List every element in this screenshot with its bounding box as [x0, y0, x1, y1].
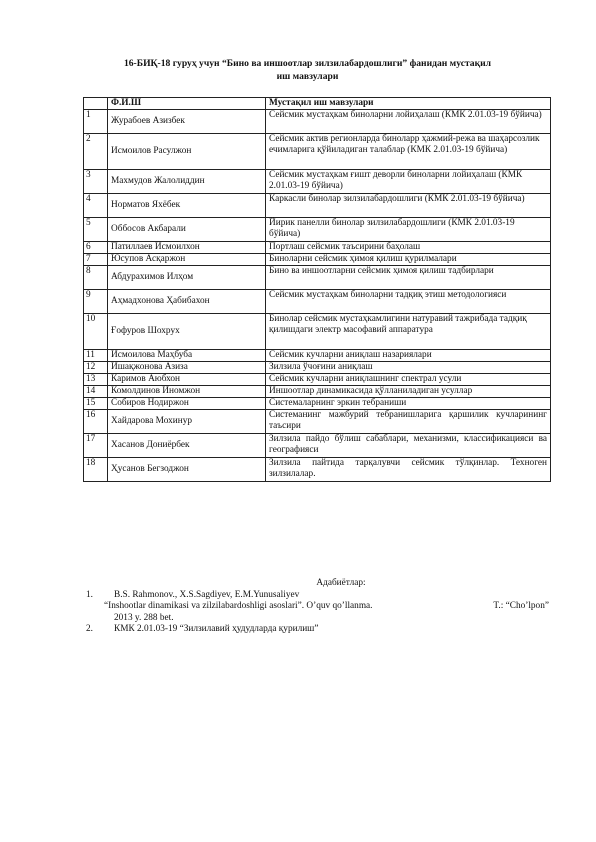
reference-book-title: “Inshootlar dinamikasi va zilzilabardoshligi asoslari”. O’quv qo’llanma.	[104, 601, 373, 611]
row-number: 16	[84, 410, 108, 434]
topic-cell: Зилзила пайдо бўлиш сабаблари, механизми, классификацияси ва географияси	[266, 434, 551, 458]
reference-publisher: T.: “Cho’lpon”	[493, 601, 549, 611]
table-row	[84, 386, 551, 398]
table-row	[84, 170, 551, 194]
student-name: Собиров Нодиржон	[108, 398, 266, 410]
references-section	[86, 578, 556, 636]
row-number: 8	[84, 266, 108, 290]
row-number: 18	[84, 458, 108, 482]
header-name: Ф.И.Ш	[108, 98, 266, 110]
topic-cell: Каркасли бинолар зилзилабардошлиги (КМК 2.01.03-19 бўйича)	[266, 194, 551, 218]
row-number: 13	[84, 374, 108, 386]
reference-authors: B.S. Rahmonov., X.S.Sagdiyev, E.M.Yunusaliyev	[114, 589, 300, 600]
row-number: 14	[84, 386, 108, 398]
student-name: Ишақжонова Азиза	[108, 362, 266, 374]
student-name: Хайдарова Мохинур	[108, 410, 266, 434]
student-name: Норматов Яхёбек	[108, 194, 266, 218]
student-name: Хасанов Дониёрбек	[108, 434, 266, 458]
student-name: Исмоилова Маҳбуба	[108, 350, 266, 362]
topic-cell: Сейсмик мустаҳкам биноларни тадқиқ этиш методологияси	[266, 290, 551, 314]
title-line-2: иш мавзулари	[276, 71, 339, 82]
table-row	[84, 218, 551, 242]
reference-year-pages: 2013 y. 288 bet.	[114, 612, 174, 623]
topic-cell: Сейсмик актив регионларда биноларр ҳажмий-режа ва шаҳарсозлик ечимларига қўйиладиган талаблар (КМК 2.01.03-19 бўйича)	[266, 134, 551, 170]
topic-cell: Сейсмик мустаҳкам биноларни лойиҳалаш (КМК 2.01.03-19 бўйича)	[266, 110, 551, 134]
row-number: 6	[84, 242, 108, 254]
table-row	[84, 410, 551, 434]
header-topic: Мустақил иш мавзулари	[266, 98, 551, 110]
row-number: 12	[84, 362, 108, 374]
reference-item	[86, 590, 556, 625]
topic-cell: Зилзила пайтида тарқалувчи сейсмик тўлқинлар. Техноген зилзилалар.	[266, 458, 551, 482]
topic-cell: Портлаш сейсмик таъсирини баҳолаш	[266, 242, 551, 254]
table-row	[84, 458, 551, 482]
reference-text: КМК 2.01.03-19 “Зилзилавий ҳудудларда қурилиш”	[114, 624, 319, 634]
row-number: 15	[84, 398, 108, 410]
row-number: 4	[84, 194, 108, 218]
row-number: 9	[84, 290, 108, 314]
table-row	[84, 350, 551, 362]
header-number	[84, 98, 108, 110]
topic-cell: Сейсмик мустаҳкам ғишт деворли биноларни лойиҳалаш (КМК 2.01.03-19 бўйича)	[266, 170, 551, 194]
references-title: Адабиётлар:	[316, 578, 366, 588]
table-row	[84, 110, 551, 134]
table-row	[84, 134, 551, 170]
topic-cell: Бино ва иншоотларни сейсмик ҳимоя қилиш тадбирлари	[266, 266, 551, 290]
student-name: Патиллаев Исмоилхон	[108, 242, 266, 254]
topic-cell: Системаларнинг эркин тебраниши	[266, 398, 551, 410]
row-number: 2	[84, 134, 108, 170]
topic-cell: Йирик панелли бинолар зилзилабардошлиги (КМК 2.01.03-19 бўйича)	[266, 218, 551, 242]
row-number: 17	[84, 434, 108, 458]
table-row	[84, 254, 551, 266]
topic-cell: Сейсмик кучларни аниқлашнинг спектрал усули	[266, 374, 551, 386]
reference-item	[86, 624, 556, 636]
table-row	[84, 266, 551, 290]
student-name: Ҳусанов Бегзоджон	[108, 458, 266, 482]
table-row	[84, 434, 551, 458]
table-row	[84, 194, 551, 218]
student-name: Каримов Аюбхон	[108, 374, 266, 386]
table-row	[84, 374, 551, 386]
row-number: 7	[84, 254, 108, 266]
table-row	[84, 242, 551, 254]
topic-cell: Системанинг мажбурий тебранишларига қаршилик кучларининг таъсири	[266, 410, 551, 434]
topic-cell: Бинолар сейсмик мустаҳкамлигини натуравий тажрибада тадқиқ қилишдаги электр масофавий аппаратура	[266, 314, 551, 350]
document-title	[70, 57, 545, 83]
topic-cell: Сейсмик кучларни аниқлаш назариялари	[266, 350, 551, 362]
student-name: Комолдинов Иномжон	[108, 386, 266, 398]
table-row	[84, 398, 551, 410]
student-name: Махмудов Жалолиддин	[108, 170, 266, 194]
table-row	[84, 314, 551, 350]
table-header-row	[84, 98, 551, 110]
row-number: 10	[84, 314, 108, 350]
student-name: Оббосов Акбарали	[108, 218, 266, 242]
table-row	[84, 362, 551, 374]
student-name: Ғофуров Шохрух	[108, 314, 266, 350]
reference-title-line	[86, 601, 549, 613]
student-name: Юсупов Асқаржон	[108, 254, 266, 266]
student-name: Исмоилов Расулжон	[108, 134, 266, 170]
row-number: 1	[84, 110, 108, 134]
student-name: Абдурахимов Илҳом	[108, 266, 266, 290]
row-number: 3	[84, 170, 108, 194]
topic-cell: Зилзила ўчоғини аниқлаш	[266, 362, 551, 374]
reference-number: 1.	[86, 589, 93, 600]
row-number: 5	[84, 218, 108, 242]
topic-cell: Иншоотлар динамикасида қўлланиладиган усуллар	[266, 386, 551, 398]
table-row	[84, 290, 551, 314]
title-line-1: 16-БИҚ-18 гуруҳ учун “Бино ва иншоотлар зилзилабардошлиги” фанидан мустақил	[123, 58, 492, 69]
assignment-table	[83, 97, 551, 482]
reference-number: 2.	[86, 624, 93, 634]
student-name: Журабоев Азизбек	[108, 110, 266, 134]
topic-cell: Биноларни сейсмик ҳимоя қилиш қурилмалари	[266, 254, 551, 266]
row-number: 11	[84, 350, 108, 362]
student-name: Аҳмадхонова Ҳабибахон	[108, 290, 266, 314]
